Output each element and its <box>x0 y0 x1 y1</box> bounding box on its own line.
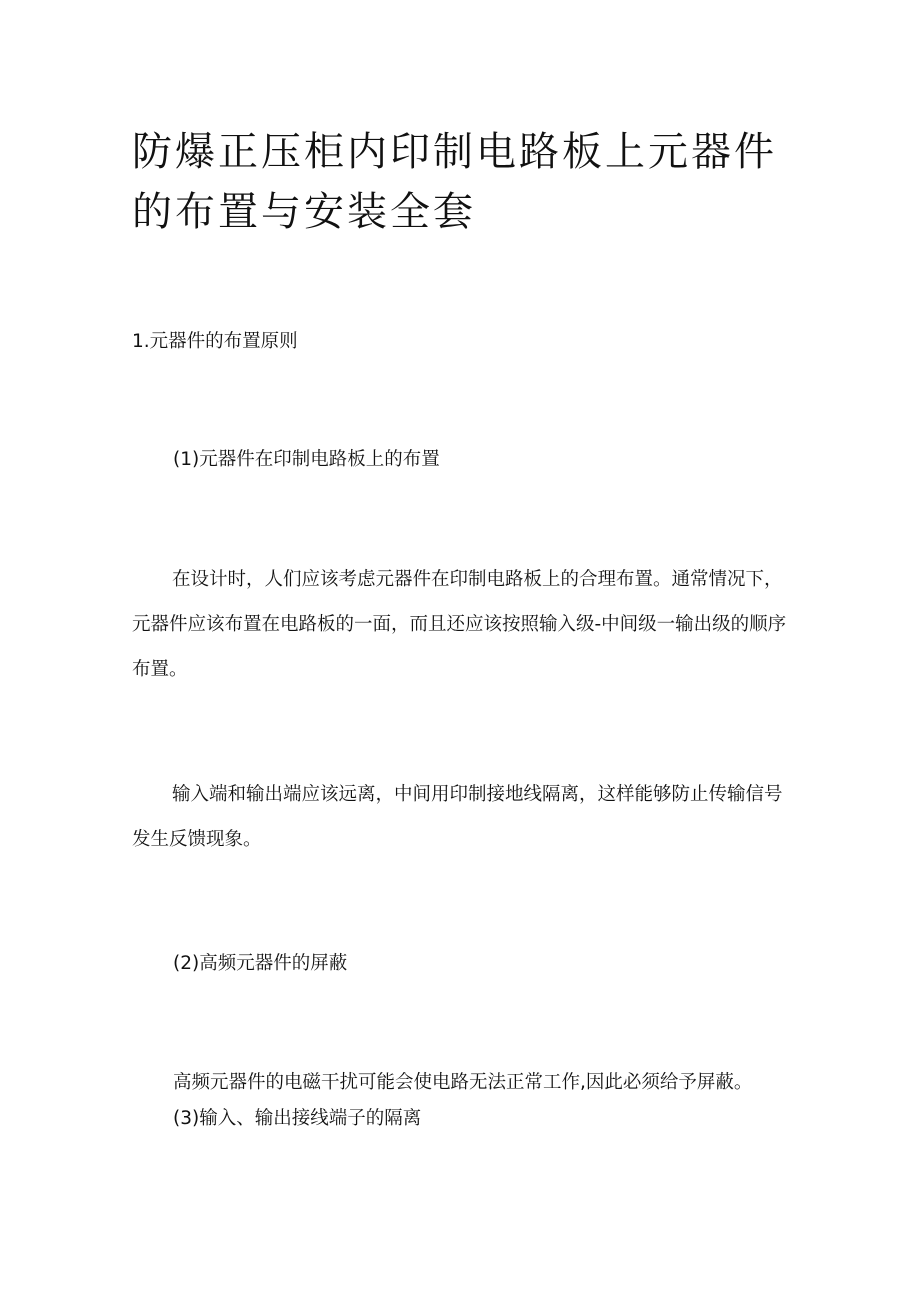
document-title: 防爆正压柜内印制电路板上元器件的布置与安装全套 <box>132 129 777 235</box>
subsection-heading-3: (3)输入、输出接线端子的隔离 <box>173 1108 422 1129</box>
paragraph-3: 高频元器件的电磁干扰可能会使电路无法正常工作,因此必须给予屏蔽。 <box>173 1072 753 1093</box>
subsection-heading-2: (2)高频元器件的屏蔽 <box>173 953 348 974</box>
subsection-heading-1: (1)元器件在印制电路板上的布置 <box>173 449 440 470</box>
paragraph-2: 输入端和输出端应该远离，中间用印制接地线隔离，这样能够防止传输信号发生反馈现象。 <box>132 784 783 850</box>
section-heading-1: 1.元器件的布置原则 <box>132 331 298 352</box>
paragraph-1: 在设计时，人们应该考虑元器件在印制电路板上的合理布置。通常情况下，元器件应该布置在电路板的一面，而且还应该按照输入级-中间级一输出级的顺序布置。 <box>132 569 787 680</box>
